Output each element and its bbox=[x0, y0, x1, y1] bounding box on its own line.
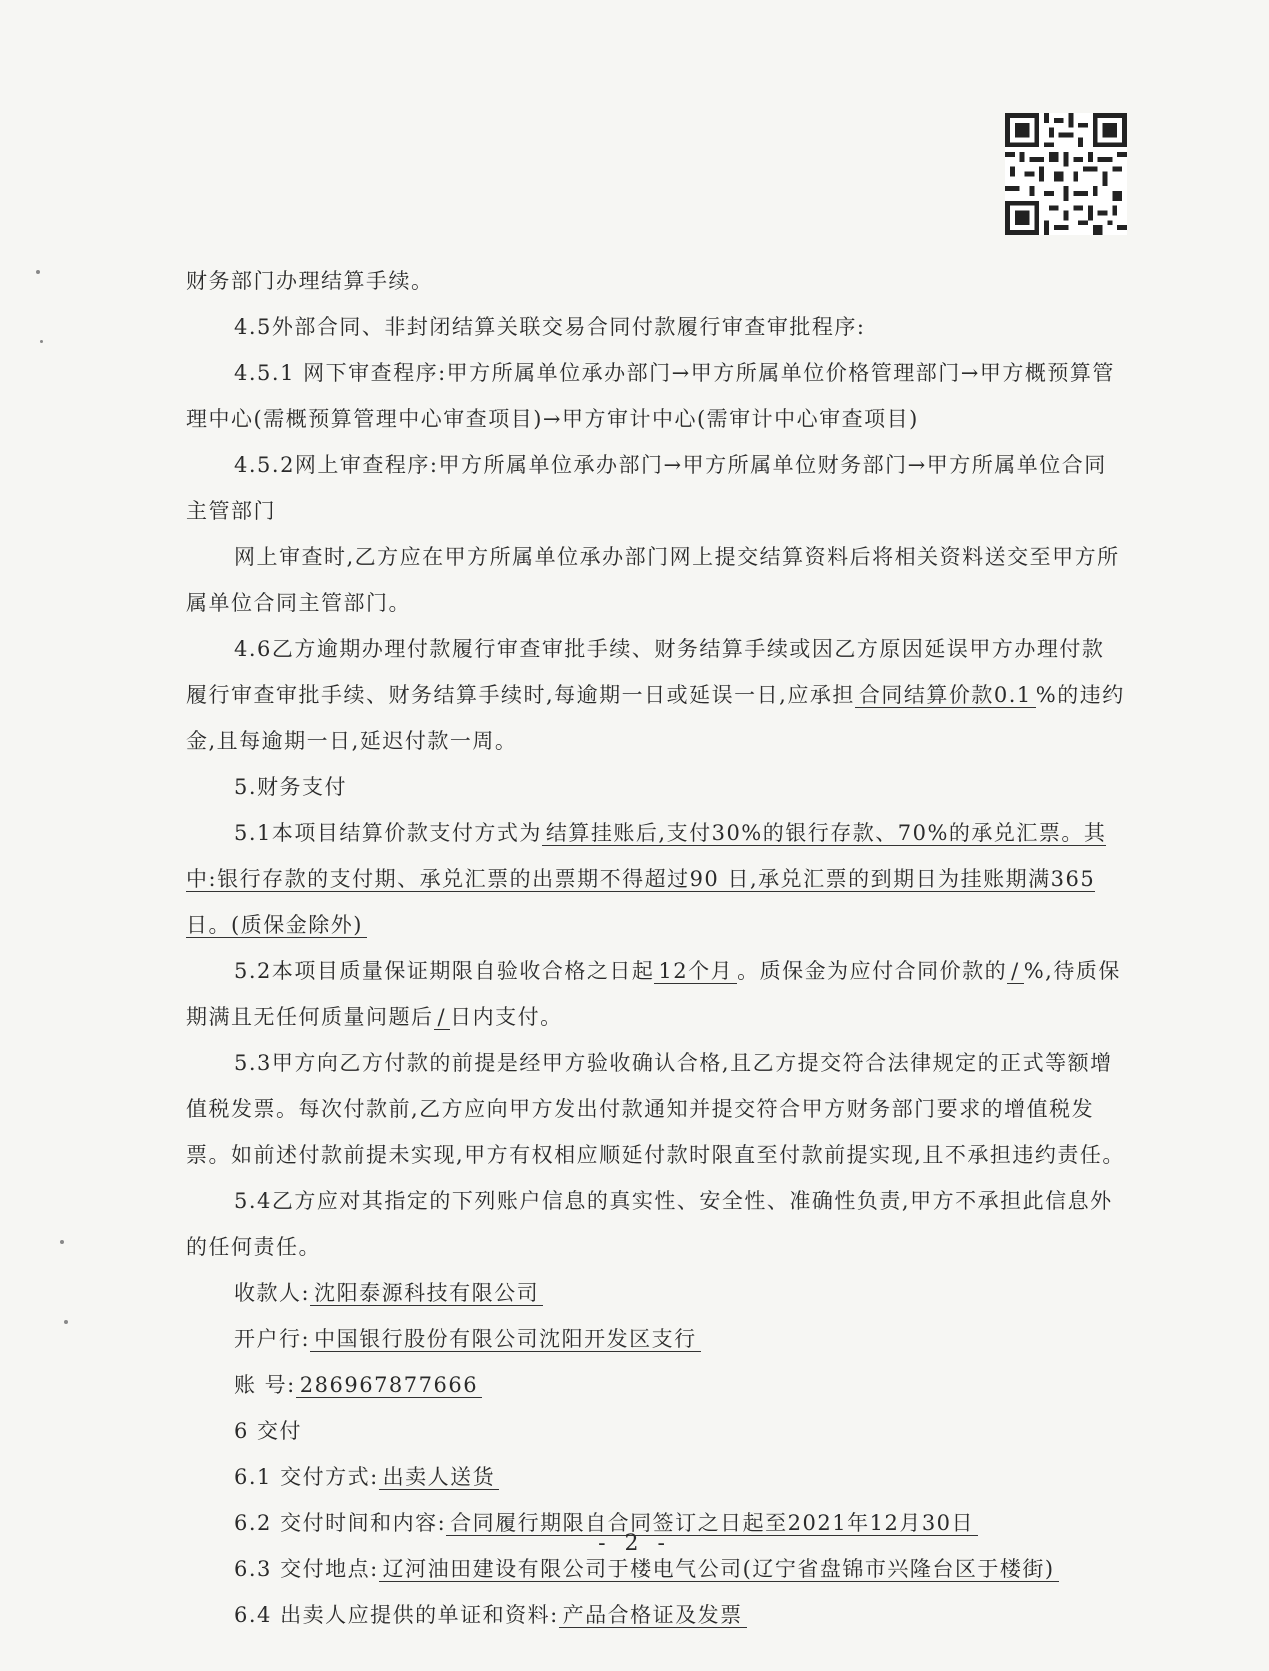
account-row bbox=[186, 1362, 1126, 1408]
filled-blank: 结算挂账后,支付30%的银行存款、70%的承兑汇票。其中:银行存款的支付期、承兑汇票的出票期不得超过90 日,承兑汇票的到期日为挂账期满365日。(质保金除外) bbox=[186, 821, 1107, 937]
filled-blank: 合同结算价款0.1 bbox=[855, 683, 1036, 708]
account-value: 286967877666 bbox=[296, 1373, 482, 1398]
scan-speck bbox=[40, 340, 43, 343]
text-run: 5.1本项目结算价款支付方式为 bbox=[234, 821, 542, 845]
paragraph-warranty bbox=[186, 948, 1126, 1040]
bank-row bbox=[186, 1316, 1126, 1362]
text-run: 日内支付。 bbox=[450, 1005, 563, 1029]
delivery-place-label: 6.3 交付地点: bbox=[234, 1557, 379, 1581]
payee-label: 收款人: bbox=[234, 1281, 311, 1305]
delivery-docs-value: 产品合格证及发票 bbox=[559, 1603, 747, 1628]
delivery-method-row bbox=[186, 1454, 1126, 1500]
paragraph: 财务部门办理结算手续。 bbox=[186, 269, 434, 293]
section-heading: 5.财务支付 bbox=[234, 775, 348, 799]
paragraph-late-penalty bbox=[186, 626, 1126, 764]
page-number: - 2 - bbox=[598, 1531, 671, 1556]
delivery-heading: 6 交付 bbox=[234, 1419, 303, 1443]
paragraph-payment-method bbox=[186, 810, 1126, 948]
qr-code-icon bbox=[1005, 113, 1127, 235]
delivery-place-value: 辽河油田建设有限公司于楼电气公司(辽宁省盘锦市兴隆台区于楼街) bbox=[379, 1557, 1059, 1582]
text-run: 5.2本项目质量保证期限自验收合格之日起 bbox=[234, 959, 655, 983]
payee-row bbox=[186, 1270, 1126, 1316]
filled-blank: 12个月 bbox=[654, 959, 737, 984]
delivery-time-value: 合同履行期限自合同签订之日起至2021年12月30日 bbox=[446, 1511, 978, 1536]
filled-blank: / bbox=[1007, 959, 1024, 984]
text-run: %,待质保期满且无任何质量问题后 bbox=[186, 959, 1121, 1029]
bank-label: 开户行: bbox=[234, 1327, 311, 1351]
bank-value: 中国银行股份有限公司沈阳开发区支行 bbox=[310, 1327, 701, 1352]
text-run: %的违约金,且每逾期一日,延迟付款一周。 bbox=[186, 683, 1125, 753]
delivery-method-value: 出卖人送货 bbox=[379, 1465, 500, 1490]
filled-blank: / bbox=[434, 1005, 451, 1030]
text-run: 。质保金为应付合同价款的 bbox=[737, 959, 1008, 983]
paragraph: 网上审查时,乙方应在甲方所属单位承办部门网上提交结算资料后将相关资料送交至甲方所属单位合同主管部门。 bbox=[186, 545, 1120, 615]
delivery-time-label: 6.2 交付时间和内容: bbox=[234, 1511, 447, 1535]
paragraph: 5.3甲方向乙方付款的前提是经甲方验收确认合格,且乙方提交符合法律规定的正式等额增值税发票。每次付款前,乙方应向甲方发出付款通知并提交符合甲方财务部门要求的增值税发票。如前述付款前提未实现,甲方有权相应顺延付款时限直至付款前提实现,且不承担违约责任。 bbox=[186, 1051, 1125, 1167]
delivery-docs-row bbox=[186, 1592, 1126, 1638]
scan-speck bbox=[36, 270, 40, 274]
account-label: 账 号: bbox=[234, 1373, 296, 1397]
delivery-docs-label: 6.4 出卖人应提供的单证和资料: bbox=[234, 1603, 559, 1627]
scan-speck bbox=[64, 1320, 68, 1324]
text-run: 4.6乙方逾期办理付款履行审查审批手续、财务结算手续或因乙方原因延误甲方办理付款履行审查审批手续、财务结算手续时,每逾期一日或延误一日,应承担 bbox=[186, 637, 1105, 707]
paragraph: 5.4乙方应对其指定的下列账户信息的真实性、安全性、准确性负责,甲方不承担此信息外的任何责任。 bbox=[186, 1189, 1113, 1259]
paragraph: 4.5.2网上审查程序:甲方所属单位承办部门→甲方所属单位财务部门→甲方所属单位合同主管部门 bbox=[186, 453, 1107, 523]
scan-speck bbox=[60, 1240, 64, 1244]
delivery-method-label: 6.1 交付方式: bbox=[234, 1465, 379, 1489]
paragraph: 4.5.1 网下审查程序:甲方所属单位承办部门→甲方所属单位价格管理部门→甲方概预算管理中心(需概预算管理中心审查项目)→甲方审计中心(需审计中心审查项目) bbox=[186, 361, 1115, 431]
payee-value: 沈阳泰源科技有限公司 bbox=[310, 1281, 543, 1306]
document-body bbox=[186, 258, 1126, 1638]
paragraph: 4.5外部合同、非封闭结算关联交易合同付款履行审查审批程序: bbox=[234, 315, 866, 339]
